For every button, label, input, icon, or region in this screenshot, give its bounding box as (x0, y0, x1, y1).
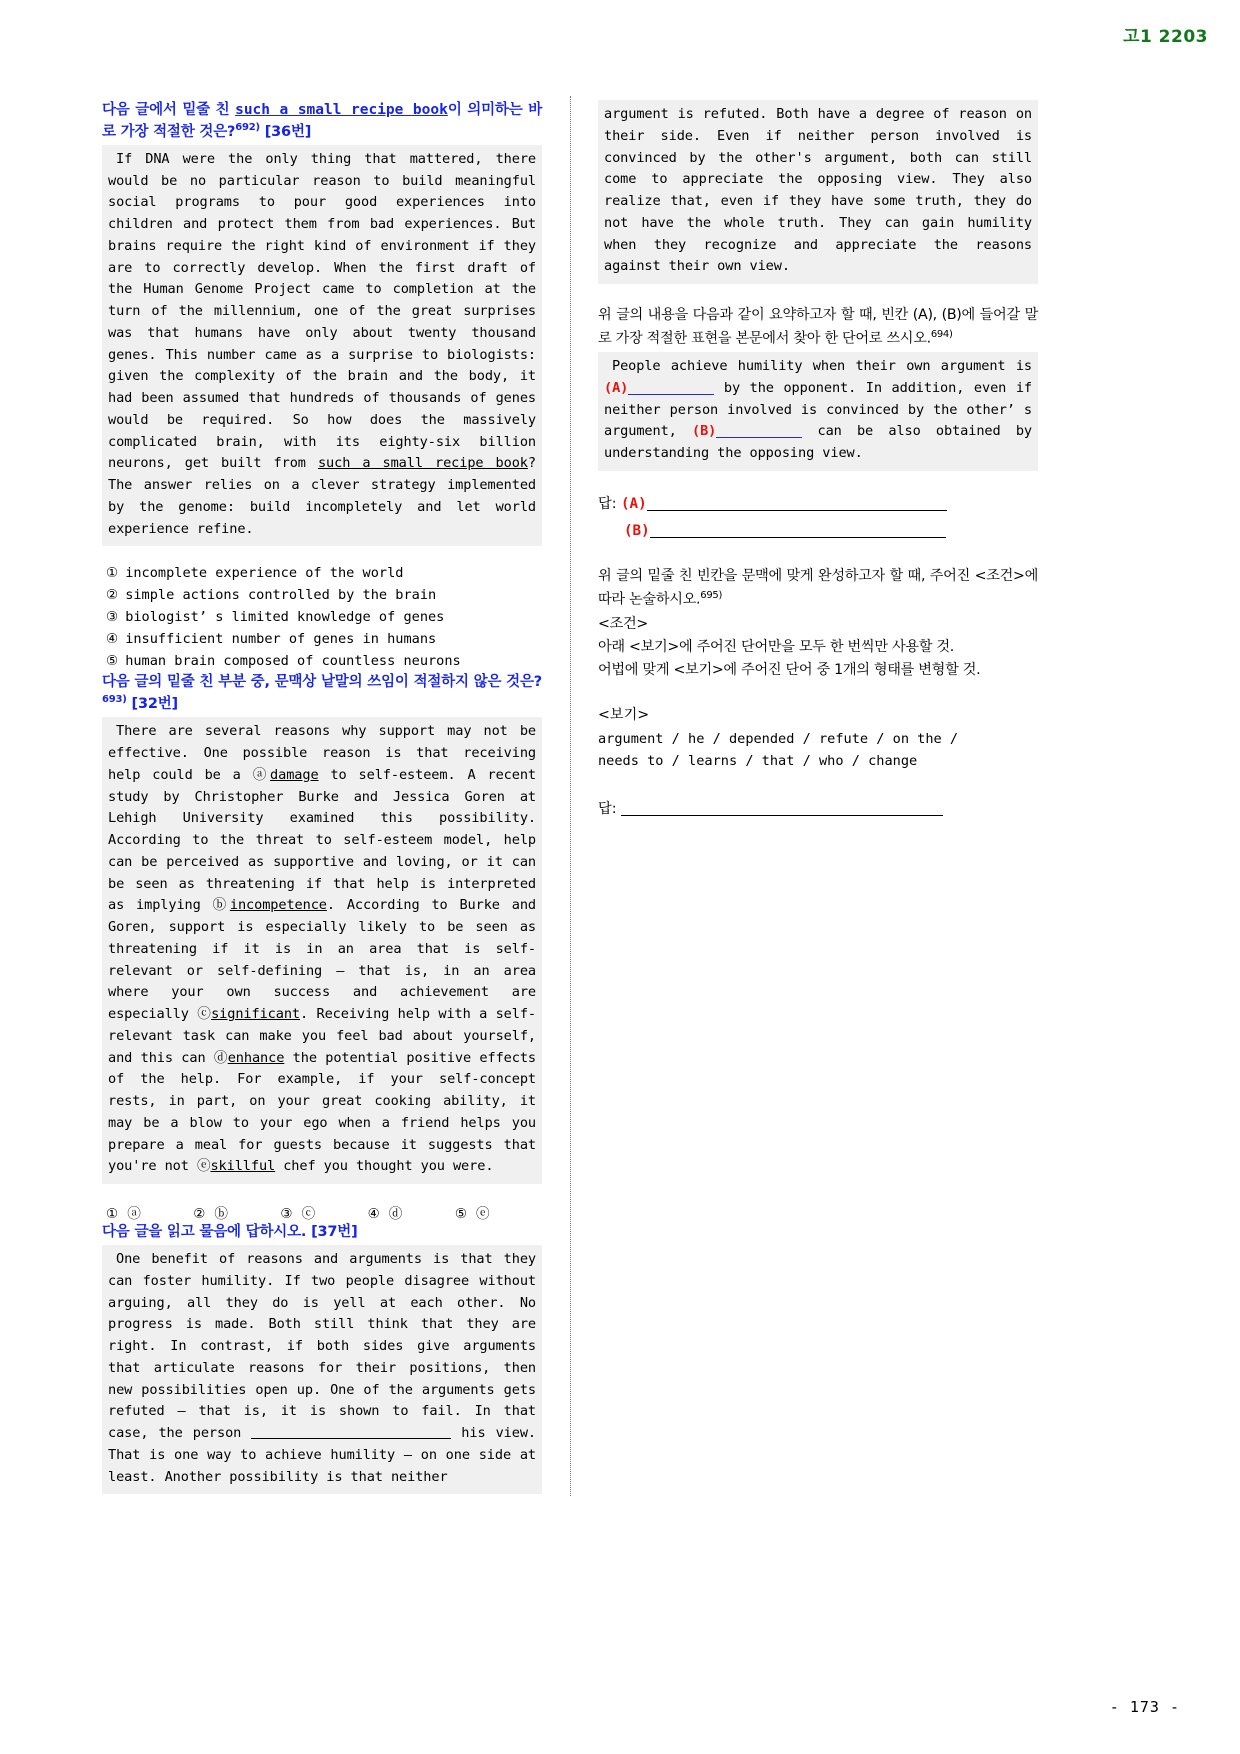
q37-passage-part2: his view. That is one way to achieve humility – on one side at least. Another possibility is that neither (108, 1425, 536, 1485)
answer-input-b[interactable] (650, 537, 946, 538)
q32-p1: There are several reasons why support may not be effective. One possible reason is that receiving help could be a (108, 723, 536, 783)
question-32-passage (102, 717, 542, 1184)
question-695-block (598, 565, 1038, 818)
q695-heading-text: 위 글의 밑줄 친 빈칸을 문맥에 맞게 완성하고자 할 때, 주어진 <조건>에 따라 논술하시오. (598, 567, 1038, 608)
choice-number: ② (193, 1206, 206, 1223)
question-37-block (102, 1222, 542, 1494)
q37-heading-text: 다음 글을 읽고 물음에 답하시오. (102, 1224, 307, 1241)
q37-passage-part1: One benefit of reasons and arguments is that they can foster humility. If two people disagree without arguing, all they do is yell at each other. No progress is made. Both still think that they are right. In contrast, if both sides give arguments that articulate reasons for their positions, then new possibilities open up. One of the arguments gets refuted – that is, it is shown to fail. In that case, the person (108, 1251, 536, 1442)
choice-mark: ⓓ (388, 1206, 403, 1223)
q36-passage-body: If DNA were the only thing that mattered, there would be no particular reason to build meaningful social programs to pour good experiences into children and protect them from bad experiences. But brains require the right kind of environment if they are to correctly develop. When the first draft of the Human Genome Project came to completion at the turn of the millennium, one of the great surprises was that humans have only about twenty thousand genes. This number came as a surprise to biologists: given the complexity of the brain and the body, it had been assumed that hundreds of thousands of genes would be required. So how does the massively complicated brain, with its eighty-six billion neurons, get built from (108, 150, 536, 472)
choice-item[interactable] (106, 584, 542, 606)
q32-p6: chef you thought you were. (275, 1158, 494, 1175)
q694-blank-a[interactable] (628, 394, 714, 395)
q37-heading-tag: [37번] (311, 1224, 358, 1241)
choice-number: ④ (367, 1206, 380, 1223)
choice-number: ② (106, 587, 119, 604)
choice-item[interactable] (280, 1202, 367, 1222)
choice-item[interactable] (106, 628, 542, 650)
q36-heading-post: 이 의미하는 바로 가장 적절한 것은? (102, 102, 542, 140)
q32-p5: the potential positive effects of the help. For example, if your self-concept rests, in part, on your great cooking ability, it may be a blow to your ego when a friend helps you prepare a meal for guests because it suggests that you're not (108, 1049, 536, 1175)
choice-number: ① (106, 565, 119, 582)
choice-number: ① (106, 1206, 119, 1223)
question-37-heading (102, 1222, 542, 1243)
q32-heading-footnote: 693) (102, 694, 127, 706)
choice-item[interactable] (106, 650, 542, 672)
q694-label-b: (B) (692, 423, 717, 440)
q32-underlined-d: enhance (227, 1049, 285, 1066)
choice-number: ③ (106, 609, 119, 626)
choice-number: ⑤ (106, 653, 119, 670)
condition-item-2: 어법에 맞게 <보기>에 주어진 단어 중 1개의 형태를 변형할 것. (598, 662, 981, 679)
q694-label-a: (A) (604, 379, 629, 396)
right-column (598, 100, 1038, 1494)
choice-label: simple actions controlled by the brain (125, 587, 437, 604)
q32-underlined-c: significant (211, 1006, 300, 1023)
answer-input-final[interactable] (621, 815, 943, 816)
question-694-summary-box (598, 352, 1038, 471)
choice-label: incomplete experience of the world (125, 565, 404, 582)
q694-heading-footnote: 694) (930, 328, 953, 340)
q694-heading-text: 위 글의 내용을 다음과 같이 요약하고자 할 때, 빈칸 (A), (B)에 들어갈 말로 가장 적절한 표현을 본문에서 찾아 한 단어로 쓰시오. (598, 307, 1038, 347)
q32-p4: . Receiving help with a self-relevant task can make you feel bad about yourself, and this can (108, 1006, 536, 1066)
q32-p2: to self-esteem. A recent study by Christopher Burke and Jessica Goren at Lehigh University examined this possibility. According to the threat to self-esteem model, help can be perceived as supportive and loving, or it can be seen as threatening if that help is interpreted as implying (108, 766, 536, 914)
question-36-choices (102, 562, 542, 672)
question-695-answer-line (598, 798, 1038, 818)
bogi-label: <보기> (598, 707, 650, 724)
q36-heading-keyword: such a small recipe book (235, 102, 448, 118)
q694-summary-p3: can be also obtained by understanding the opposing view. (604, 423, 1033, 462)
choice-number: ⑤ (454, 1206, 467, 1223)
page-number: - 173 - (1109, 1698, 1180, 1716)
choice-item[interactable] (106, 1202, 193, 1222)
q37-passage-cont: argument is refuted. Both have a degree of reason on their side. Even if neither person involved is convinced by the other's argument, both can still come to appreciate the opposing view. They also realize that, even if they have some truth, they do not have the whole truth. They can gain humility when they recognize and appreciate the reasons against their own view. (604, 106, 1032, 275)
question-32-heading (102, 672, 542, 715)
choice-number: ③ (280, 1206, 293, 1223)
question-36-heading (102, 100, 542, 143)
q32-heading-text: 다음 글의 밑줄 친 부분 중, 문맥상 낱말의 쓰임이 적절하지 않은 것은? (102, 674, 542, 691)
q32-heading-tag: [32번] (131, 696, 178, 713)
choice-label: biologist’ s limited knowledge of genes (125, 609, 445, 626)
choice-mark: ⓒ (301, 1206, 316, 1223)
choice-mark: ⓐ (127, 1206, 141, 1223)
page-header-label: 고1 2203 (1123, 27, 1208, 47)
left-column (102, 100, 542, 1494)
condition-label: <조건> (598, 616, 648, 633)
question-37-passage-continued (598, 100, 1038, 284)
question-32-answer-row (102, 1202, 542, 1222)
q32-mark-c: ⓒ (197, 1006, 212, 1023)
q695-heading-footnote: 695) (700, 589, 723, 601)
question-36-passage (102, 145, 542, 547)
question-694-answer-lines (598, 491, 1038, 545)
q32-underlined-e: skillful (210, 1158, 276, 1175)
q36-passage-tail: ? The answer relies on a clever strategy implemented by the genome: build incompletely and let world experience refine. (108, 455, 536, 537)
answer-row-a (598, 491, 1038, 518)
answer-label-a: (A) (621, 495, 647, 512)
q694-summary-p2: by the opponent. In addition, even if neither person involved is convinced by the other’ s argument, (604, 379, 1032, 440)
answer-row-b (598, 518, 1038, 545)
choice-number: ④ (106, 631, 119, 648)
q37-fill-blank[interactable] (251, 1438, 451, 1439)
q694-blank-b[interactable] (716, 437, 802, 438)
question-694-block (598, 304, 1038, 545)
answer-prefix: 답: (598, 495, 617, 512)
word-bank-line: argument / he / depended / refute / on the / (598, 731, 959, 748)
choice-item[interactable] (193, 1202, 280, 1222)
choice-label: human brain composed of countless neurons (125, 653, 461, 670)
column-divider (570, 96, 571, 1496)
q32-underlined-a: damage (270, 766, 319, 783)
word-bank (598, 728, 1038, 772)
choice-item[interactable] (106, 562, 542, 584)
answer-input-a[interactable] (647, 510, 947, 511)
q32-underlined-b: incompetence (229, 897, 327, 914)
q36-heading-footnote: 692) (235, 122, 260, 134)
q694-summary-p1: People achieve humility when their own argument is (612, 358, 1032, 375)
choice-item[interactable] (368, 1202, 455, 1222)
column-divider-gap (542, 100, 598, 1494)
question-37-passage (102, 1245, 542, 1494)
question-694-heading (598, 304, 1038, 350)
q32-mark-b: ⓑ (212, 897, 230, 914)
q32-mark-e: ⓔ (196, 1158, 211, 1175)
q32-mark-a: ⓐ (252, 766, 271, 783)
choice-item[interactable] (106, 606, 542, 628)
choice-label: insufficient number of genes in humans (125, 631, 437, 648)
choice-item[interactable] (455, 1202, 542, 1222)
answer-prefix: 답: (598, 801, 617, 818)
question-695-heading (598, 565, 1038, 611)
word-bank-line: needs to / learns / that / who / change (598, 753, 918, 770)
choice-mark: ⓔ (476, 1206, 490, 1223)
two-column-layout (102, 100, 1142, 1494)
q32-p3: . According to Burke and Goren, support is especially likely to be seen as threatening if it is in an area that is self-relevant or self-defining – that is, in an area where your own success and achievement are especially (108, 897, 537, 1023)
condition-item-1: 아래 <보기>에 주어진 단어만을 모두 한 번씩만 사용할 것. (598, 639, 954, 656)
q36-heading-pre: 다음 글에서 밑줄 친 (102, 102, 236, 118)
answer-label-b: (B) (624, 522, 650, 539)
q36-heading-tag: [36번] (264, 123, 312, 140)
question-32-block (102, 672, 542, 1222)
question-36-block (102, 100, 542, 672)
q36-passage-underlined: such a small recipe book (317, 455, 528, 472)
q32-mark-d: ⓓ (213, 1049, 228, 1066)
choice-mark: ⓑ (214, 1206, 228, 1223)
